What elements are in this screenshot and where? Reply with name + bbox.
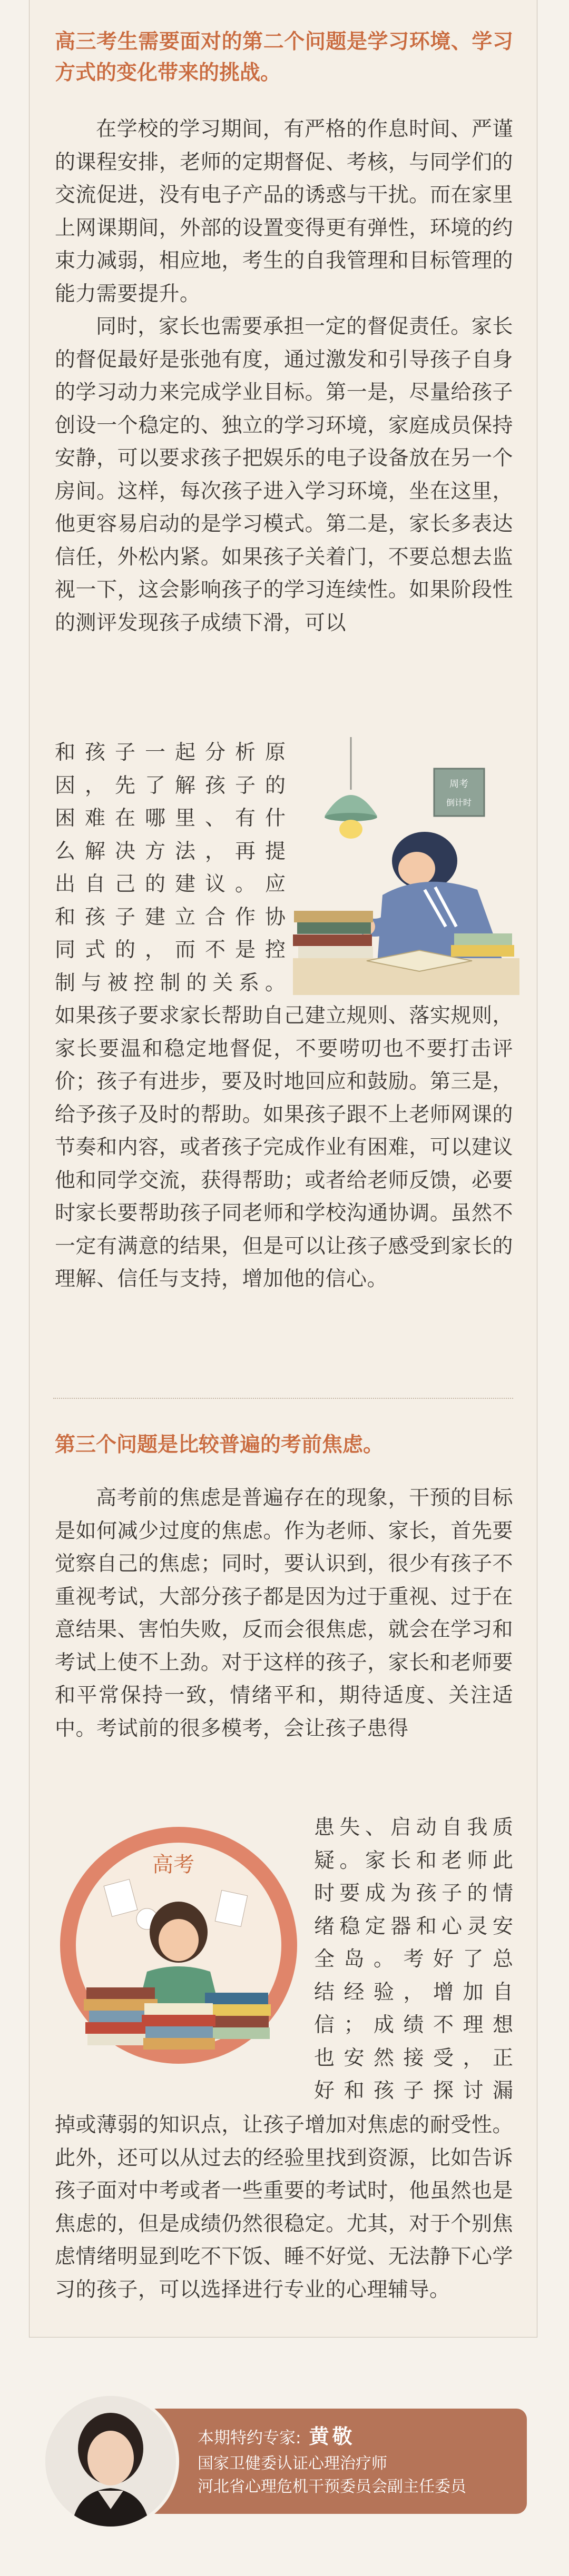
board-sublabel: 倒计时 [446, 798, 472, 808]
exam-anxiety-illustration [55, 1814, 302, 2077]
section-2-continued [55, 1000, 513, 1296]
float-line: 患失、启动自我质 [314, 1816, 513, 1839]
float-line: 出自己的建议。应 [55, 872, 286, 896]
expert-label: 本期特约专家: [198, 2429, 301, 2448]
section-3-float-text [314, 1812, 513, 2108]
float-line: 信；成绩不理想 [314, 2013, 513, 2037]
section-2 [55, 26, 513, 88]
student-studying-illustration [293, 737, 519, 995]
exam-label: 高考 [152, 1853, 194, 1877]
section-2-paragraph-1: 在学校的学习期间，有严格的作息时间、严谨的课程安排，老师的定期督促、考核，与同学们的交流促进，没有电子产品的诱惑与干扰。而在家里上网课期间，外部的设置变得更有弹性，环境的约束力减弱，相应地，考生的自我管理和目标管理的能力需要提升。 [55, 117, 513, 306]
float-line: 全岛。考好了总 [314, 1947, 513, 1971]
expert-portrait-icon [45, 2396, 176, 2527]
float-line: 好和孩子探讨漏 [314, 2079, 513, 2103]
expert-banner [42, 2393, 527, 2530]
section-2-paragraph-2-continued: 如果孩子要求家长帮助自己建立规则、落实规则，家长要温和稳定地督促，不要唠叨也不要打击评价；孩子有进步，要及时地回应和鼓励。第三是，给予孩子及时的帮助。如果孩子跟不上老师网课的节奏和内容，或者孩子完成作业有困难，可以建议他和同学交流，获得帮助；或者给老师反馈，必要时家长要帮助孩子同老师和学校沟通协调。虽然不一定有满意的结果，但是可以让孩子感受到家长的理解、信任与支持，增加他的信心。 [55, 1004, 513, 1291]
expert-credential-2: 河北省心理危机干预委员会副主任委员 [198, 2478, 466, 2496]
expert-name: 黄敬 [309, 2425, 356, 2448]
section-3-body [55, 1482, 513, 1745]
float-line: 制与被控制的关系。 [55, 971, 286, 995]
section-2-title: 高三考生需要面对的第二个问题是学习环境、学习方式的变化带来的挑战。 [55, 30, 513, 85]
section-2-float-text [55, 737, 286, 1000]
float-line: 因，先了解孩子的 [55, 773, 286, 798]
float-line: 绪稳定器和心灵安 [314, 1914, 513, 1938]
float-line: 和孩子一起分析原 [55, 741, 286, 764]
article-card [29, 0, 537, 2338]
float-line: 困难在哪里、有什 [55, 807, 286, 830]
float-line: 么解决方法，再提 [55, 839, 286, 863]
board-label: 周考 [449, 779, 468, 790]
float-line: 时要成为孩子的情 [314, 1882, 513, 1905]
float-line: 结经验，增加自 [314, 1980, 513, 2004]
section-divider [53, 1398, 513, 1399]
expert-credential-1: 国家卫健委认证心理治疗师 [198, 2454, 387, 2473]
section-3 [55, 1429, 513, 1460]
section-2-paragraph-2: 同时，家长也需要承担一定的督促责任。家长的督促最好是张弛有度，通过激发和引导孩子自身的学习动力来完成学业目标。第一是，尽量给孩子创设一个稳定的、独立的学习环境，家庭成员保持安静，可以要求孩子把娱乐的电子设备放在另一个房间。这样，每次孩子进入学习环境，坐在这里，他更容易启动的是学习模式。第二是，家长多表达信任，外松内紧。如果孩子关着门，不要总想去监视一下，这会影响孩子的学习连续性。如果阶段性的测评发现孩子成绩下滑，可以 [55, 315, 513, 635]
section-3-title: 第三个问题是比较普遍的考前焦虑。 [55, 1433, 384, 1457]
section-3-paragraph-1: 高考前的焦虑是普遍存在的现象，干预的目标是如何减少过度的焦虑。作为老师、家长，首先要觉察自己的焦虑；同时，要认识到，很少有孩子不重视考试，大部分孩子都是因为过于重视、过于在意结果、害怕失败，反而会很焦虑，就会在学习和考试上使不上劲。对于这样的孩子，家长和老师要和平常保持一致，情绪平和，期待适度、关注适中。考试前的很多模考，会让孩子患得 [55, 1486, 513, 1740]
float-line: 疑。家长和老师此 [314, 1848, 513, 1873]
section-3-continued [55, 2109, 513, 2306]
section-2-body [55, 113, 513, 640]
float-line: 同式的，而不是控 [55, 938, 286, 962]
float-line: 也安然接受，正 [314, 2046, 513, 2070]
expert-text [198, 2420, 466, 2499]
expert-avatar [42, 2393, 179, 2530]
float-line: 和孩子建立合作协 [55, 905, 286, 929]
section-3-paragraph-1-continued: 掉或薄弱的知识点，让孩子增加对焦虑的耐受性。此外，还可以从过去的经验里找到资源，比如告诉孩子面对中考或者一些重要的考试时，他虽然也是焦虑的，但是成绩仍然很稳定。尤其，对于个别焦虑情绪明显到吃不下饭、睡不好觉、无法静下心学习的孩子，可以选择进行专业的心理辅导。 [55, 2113, 513, 2302]
